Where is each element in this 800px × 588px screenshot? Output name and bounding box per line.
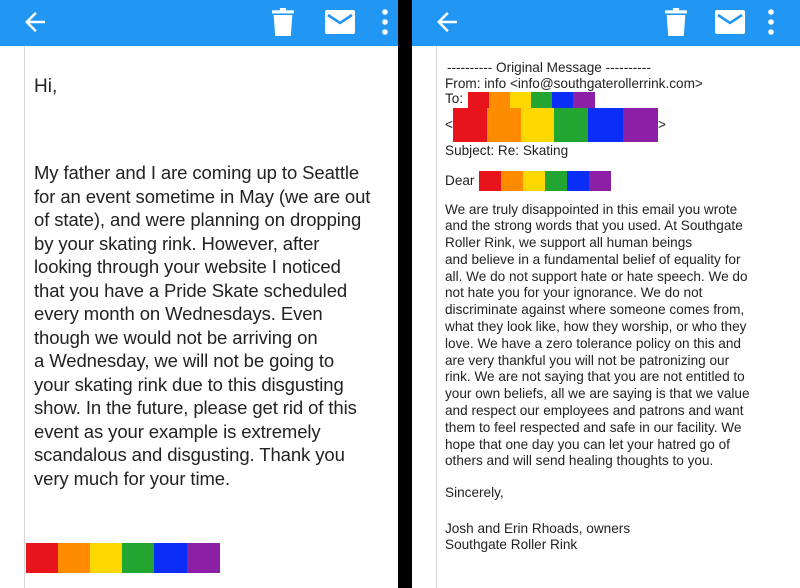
stripe-blue <box>567 171 589 191</box>
stripe-yellow <box>521 108 554 142</box>
stripe-orange <box>489 92 510 109</box>
stripe-orange <box>487 108 521 142</box>
from-line: From: info <info@southgaterollerrink.com> <box>445 75 703 91</box>
left-email-panel <box>0 0 398 588</box>
rainbow-redaction <box>468 92 595 109</box>
subject-line: Subject: Re: Skating <box>445 143 569 158</box>
dear-line <box>445 171 797 191</box>
stripe-green <box>554 108 588 142</box>
email-greeting: Hi, <box>34 76 58 97</box>
angle-open: < <box>445 117 453 133</box>
envelope-icon[interactable] <box>325 10 355 34</box>
to-address-line <box>445 108 797 142</box>
stripe-green <box>531 92 552 109</box>
stripe-yellow <box>523 171 545 191</box>
stripe-red <box>479 171 501 191</box>
arrow-left-icon[interactable] <box>20 7 50 37</box>
angle-close: > <box>657 117 666 133</box>
more-vert-icon[interactable] <box>767 8 775 36</box>
to-line <box>445 91 797 107</box>
stripe-red <box>453 108 487 142</box>
top-app-bar <box>412 0 800 46</box>
stripe-green <box>122 543 154 573</box>
stripe-purple <box>573 92 595 109</box>
signature-org: Southgate Roller Rink <box>445 537 578 553</box>
top-app-bar <box>0 0 398 46</box>
rainbow-redaction <box>479 171 611 191</box>
to-label: To: <box>445 91 464 107</box>
screenshot-divider <box>398 0 412 588</box>
margin-line <box>24 46 25 588</box>
original-message-header: ---------- Original Message ---------- <box>447 60 651 75</box>
more-vert-icon[interactable] <box>381 8 389 36</box>
stripe-purple <box>187 543 220 573</box>
stripe-blue <box>588 108 623 142</box>
signature-name: Josh and Erin Rhoads, owners <box>445 520 631 536</box>
stripe-purple <box>623 108 658 142</box>
dear-label: Dear <box>445 172 475 188</box>
stripe-green <box>545 171 567 191</box>
trash-icon[interactable] <box>665 8 687 36</box>
quoted-email <box>445 60 797 553</box>
email-body: My father and I are coming up to Seattle for an event sometime in May (we are out of state), and were planning on dropping by your skating rink. However, after looking through your website I noticed that you have a Pride Skate scheduled every month on Wednesdays. Even though we would not be arriving on a Wednesday, we will not be going to your skating rink due to this disgusting show. In the future, please get rid of this event as your example is extremely scandalous and disgusting. Thank you very much for your time. <box>34 162 371 489</box>
right-email-panel <box>412 0 800 588</box>
stripe-red <box>26 543 58 573</box>
stripe-blue <box>552 92 573 109</box>
trash-icon[interactable] <box>272 8 294 36</box>
stripe-blue <box>154 543 187 573</box>
stripe-red <box>468 92 489 109</box>
margin-line <box>436 46 437 588</box>
stripe-purple <box>589 171 611 191</box>
arrow-left-icon[interactable] <box>432 7 462 37</box>
stripe-yellow <box>90 543 122 573</box>
rainbow-redaction <box>453 108 658 142</box>
rainbow-redaction <box>26 543 220 573</box>
envelope-icon[interactable] <box>715 10 745 34</box>
stripe-orange <box>501 171 523 191</box>
stripe-yellow <box>510 92 531 109</box>
reply-body: We are truly disappointed in this email you wrote and the strong words that you used. At Southgate Roller Rink, we support all human beings and believe in a fundamental belief of equality for all. We do not support hate or hate speech. We do not hate you for your ignorance. We do not discriminate against where someone comes from, what they look like, how they worship, or who they love. We have a zero tolerance policy on this and are very thankful you will not be patronizing our rink. We are not saying that you are not entitled to your own beliefs, all we are saying is that we value and respect our employees and patrons and want them to feel respected and safe in our facility. We hope that one day you can let your hatred go of others and will send healing thoughts to you. <box>445 201 750 469</box>
closing: Sincerely, <box>445 485 504 501</box>
stripe-orange <box>58 543 90 573</box>
